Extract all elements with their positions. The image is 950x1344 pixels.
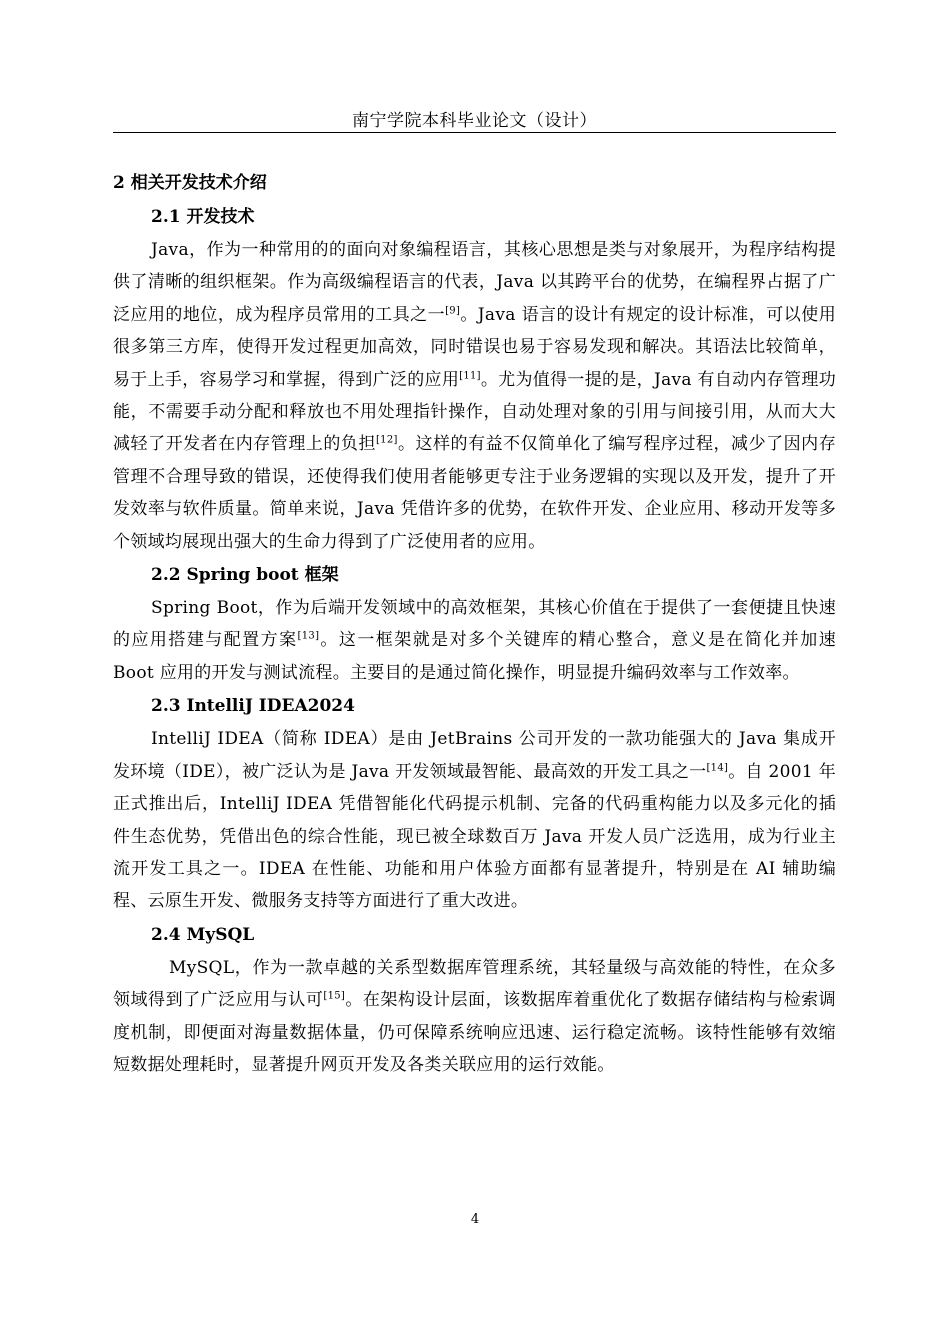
chapter-heading: 2 相关开发技术介绍 bbox=[113, 173, 267, 193]
section-heading: 2.1 开发技术 bbox=[151, 207, 255, 227]
paragraph bbox=[113, 952, 836, 1082]
citation-marker: [9] bbox=[445, 305, 461, 317]
section-2-3 bbox=[113, 689, 836, 917]
page-number: 4 bbox=[470, 1212, 480, 1227]
paragraph-text: Spring Boot，作为后端开发领域中的高效框架，其核心价值在于提供了一套便捷且快速的应用搭建与配置方案 bbox=[113, 598, 836, 651]
section-2-4 bbox=[113, 918, 836, 1082]
citation-marker: [14] bbox=[706, 762, 729, 774]
running-header: 南宁学院本科毕业论文（设计） bbox=[352, 111, 597, 131]
section-2-1 bbox=[113, 200, 836, 558]
section-heading: 2.3 IntelliJ IDEA2024 bbox=[151, 696, 355, 717]
paragraph-text: 。这样的有益不仅简单化了编写程序过程，减少了因内存管理不合理导致的错误，还使得我们使用者能够更专注于业务逻辑的实现以及开发，提升了开发效率与软件质量。简单来说，Java 凭借许多的优势，在软件开发、企业应用、移动开发等多个领域均展现出强大的生命力得到了广泛使用者的应用。 bbox=[113, 434, 837, 552]
paragraph-text: 。Java 语言的设计有规定的设计标准，可以使用很多第三方库，使得开发过程更加高效，同时错误也易于容易发现和解决。其语法比较简单，易于上手，容易学习和掌握，得到广泛的应用 bbox=[113, 304, 836, 390]
paragraph-text: 。自 2001 年正式推出后，IntelliJ IDEA 凭借智能化代码提示机制、完备的代码重构能力以及多元化的插件生态优势，凭借出色的综合性能，现已被全球数百万 Java 开发人员广泛选用，成为行业主流开发工具之一。IDEA 在性能、功能和用户体验方面都有显著提升，特别是在 AI 辅助编程、云原生开发、微服务支持等方面进行了重大改进。 bbox=[113, 761, 836, 912]
citation-marker: [11] bbox=[459, 369, 481, 381]
main-content bbox=[113, 166, 836, 1081]
citation-marker: [13] bbox=[297, 630, 320, 642]
paragraph bbox=[113, 723, 836, 917]
section-heading: 2.4 MySQL bbox=[151, 924, 255, 945]
paragraph-text: Java，作为一种常用的的面向对象编程语言，其核心思想是类与对象展开，为程序结构提供了清晰的组织框架。作为高级编程语言的代表，Java 以其跨平台的优势，在编程界占据了广泛应用的地位，成为程序员常用的工具之一 bbox=[113, 240, 836, 325]
section-heading: 2.2 Spring boot 框架 bbox=[151, 565, 339, 586]
citation-marker: [15] bbox=[323, 990, 346, 1002]
paragraph bbox=[113, 592, 836, 689]
header-rule bbox=[113, 132, 836, 133]
paragraph-text: 。尤为值得一提的是，Java 有自动内存管理功能，不需要手动分配和释放也不用处理指针操作，自动处理对象的引用与间接引用，从而大大减轻了开发者在内存管理上的负担 bbox=[113, 369, 836, 455]
paragraph-text: MySQL，作为一款卓越的关系型数据库管理系统，其轻量级与高效能的特性，在众多领域得到了广泛应用与认可 bbox=[113, 957, 836, 1011]
paragraph-text: 。这一框架就是对多个关键库的精心整合，意义是在简化并加速 Boot 应用的开发与测试流程。主要目的是通过简化操作，明显提升编码效率与工作效率。 bbox=[113, 630, 836, 683]
section-2-2 bbox=[113, 558, 836, 689]
paragraph-text: IntelliJ IDEA（简称 IDEA）是由 JetBrains 公司开发的一款功能强大的 Java 集成开发环境（IDE），被广泛认为是 Java 开发领域最智能、最高效的开发工具之一 bbox=[113, 729, 836, 782]
paragraph bbox=[113, 234, 836, 558]
citation-marker: [12] bbox=[375, 434, 398, 446]
paragraph-text: 。在架构设计层面，该数据库着重优化了数据存储结构与检索调度机制，即便面对海量数据体量，仍可保障系统响应迅速、运行稳定流畅。该特性能够有效缩短数据处理耗时，显著提升网页开发及各类关联应用的运行效能。 bbox=[113, 990, 836, 1075]
